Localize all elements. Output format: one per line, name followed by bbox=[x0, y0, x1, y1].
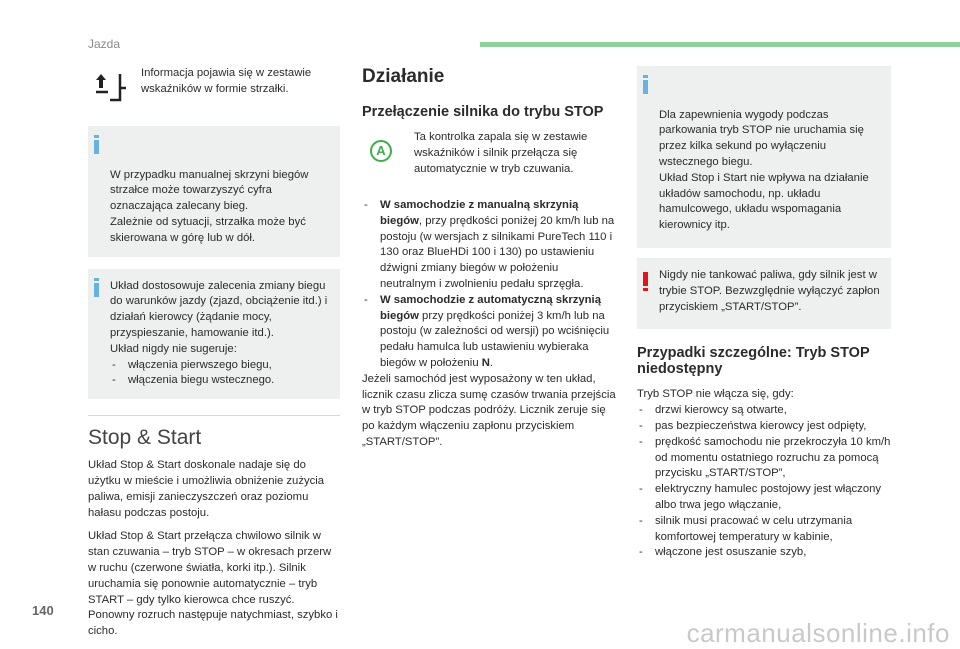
stop-start-heading: Stop & Start bbox=[88, 415, 340, 450]
list-item: - włączenia biegu wstecznego. bbox=[110, 373, 330, 389]
info-box-adapt bbox=[88, 269, 340, 400]
section-title: Jazda bbox=[88, 37, 121, 51]
list-item: - włączone jest osuszanie szyb, bbox=[637, 545, 891, 561]
special-cases-list bbox=[637, 403, 891, 561]
info-box-adapt-list bbox=[110, 358, 330, 390]
arrow-info-text: Informacja pojawia się w zestawie wskaźników w formie strzałki. bbox=[141, 67, 312, 95]
info-box-parking-text: Dla zapewnienia wygody podczas parkowania tryb STOP nie uruchamia się przez kilka sekund po wyłączeniu wstecznego biegu. Układ Stop i Start nie wpływa na działanie układów samochodu, np. układu hamulcowego, układu wspomagania kierownicy itp. bbox=[659, 108, 869, 232]
stop-conditions-list bbox=[362, 198, 617, 372]
list-item: - włączenia pierwszego biegu, bbox=[110, 358, 330, 374]
warning-icon bbox=[643, 272, 648, 286]
list-item: - prędkość samochodu nie przekroczyła 10 km/h od momentu ostatniego rozruchu za pomocą przycisku „START/STOP”, bbox=[637, 435, 891, 482]
stop-counter-text: Jeżeli samochód jest wyposażony w ten układ, licznik czasu zlicza sumę czasów trwania przejścia w tryb STOP podczas podróży. Licznik zeruje się po każdym włączeniu zapłonu przyciskiem „START/STOP”. bbox=[362, 372, 616, 448]
gear-arrow-info bbox=[88, 66, 340, 114]
column-1 bbox=[88, 66, 340, 648]
list-item: - W samochodzie z manualną skrzynią biegów, przy prędkości poniżej 20 km/h lub na postoju (w wersjach z silnikami PureTech 110 i 130 oraz BlueHDi 100 i 130) po ustawieniu dźwigni zmiany biegów w położeniu neutralnym i zwolnieniu pedału sprzęgła. bbox=[362, 198, 617, 293]
column-2 bbox=[362, 66, 617, 451]
stop-lamp-info bbox=[362, 130, 617, 190]
operation-heading: Działanie bbox=[362, 66, 445, 87]
info-box-manual-text: W przypadku manualnej skrzyni biegów strzałce może towarzyszyć cyfra oznaczająca zalecany bieg. Zależnie od sytuacji, strzałka może być skierowana w górę lub w dół. bbox=[110, 168, 309, 244]
special-cases-heading: Przypadki szczególne: Tryb STOP niedostępny bbox=[637, 345, 870, 378]
stop-lamp-text: Ta kontrolka zapala się w zestawie wskaźników i silnik przełącza się automatycznie w tryb czuwania. bbox=[414, 131, 588, 175]
section-tab-bar bbox=[480, 42, 960, 47]
warning-box-refuel bbox=[637, 258, 891, 329]
info-box-parking bbox=[637, 66, 891, 248]
list-item: - pas bezpieczeństwa kierowcy jest odpięty, bbox=[637, 419, 891, 435]
info-box-adapt-text: Układ dostosowuje zalecenia zmiany biegu do warunków jazdy (zjazd, obciążenie itd.) i działań kierowcy (żądanie mocy, przyspieszanie, hamowanie itd.). Układ nigdy nie sugeruje: bbox=[110, 279, 328, 355]
info-icon bbox=[643, 80, 648, 94]
stop-start-intro: Układ Stop & Start doskonale nadaje się do użytku w mieście i umożliwia obniżenie zużycia paliwa, emisji zanieczyszczeń oraz poziomu hałasu podczas postoju. bbox=[88, 459, 325, 519]
info-icon bbox=[94, 140, 99, 154]
stop-start-description: Układ Stop & Start przełącza chwilowo silnik w stan czuwania – tryb STOP – w okresach przerw w ruchu (czerwone światła, korki itp.). Silnik uruchamia się ponownie automatycznie – tryb START – gdy tylko kierowca chce ruszyć. Ponowny rozruch następuje natychmiast, szybko i cicho. bbox=[88, 530, 338, 638]
info-box-manual bbox=[88, 126, 340, 257]
list-item: - W samochodzie z automatyczną skrzynią biegów przy prędkości poniżej 3 km/h lub na postoju (w zależności od wersji) po wciśnięciu pedału hamulca lub ustawieniu wybieraka biegów w położeniu N. bbox=[362, 293, 617, 372]
list-item: - silnik musi pracować w celu utrzymania komfortowej temperatury w kabinie, bbox=[637, 514, 891, 546]
gear-shift-arrow-icon bbox=[94, 72, 128, 102]
warning-box-text: Nigdy nie tankować paliwa, gdy silnik jest w trybie STOP. Bezwzględnie wyłączyć zapłon przyciskiem „START/STOP”. bbox=[659, 268, 880, 313]
list-item: - drzwi kierowcy są otwarte, bbox=[637, 403, 891, 419]
special-cases-intro: Tryb STOP nie włącza się, gdy: bbox=[637, 388, 794, 401]
stop-mode-subheading: Przełączenie silnika do trybu STOP bbox=[362, 104, 604, 120]
watermark: carmanualsonline.info bbox=[686, 618, 950, 648]
column-3 bbox=[637, 66, 891, 561]
list-item: - elektryczny hamulec postojowy jest włączony albo trwa jego włączanie, bbox=[637, 482, 891, 514]
page-number: 140 bbox=[32, 603, 54, 618]
info-icon bbox=[94, 283, 99, 297]
stop-start-warning-lamp-icon: A bbox=[370, 140, 392, 162]
